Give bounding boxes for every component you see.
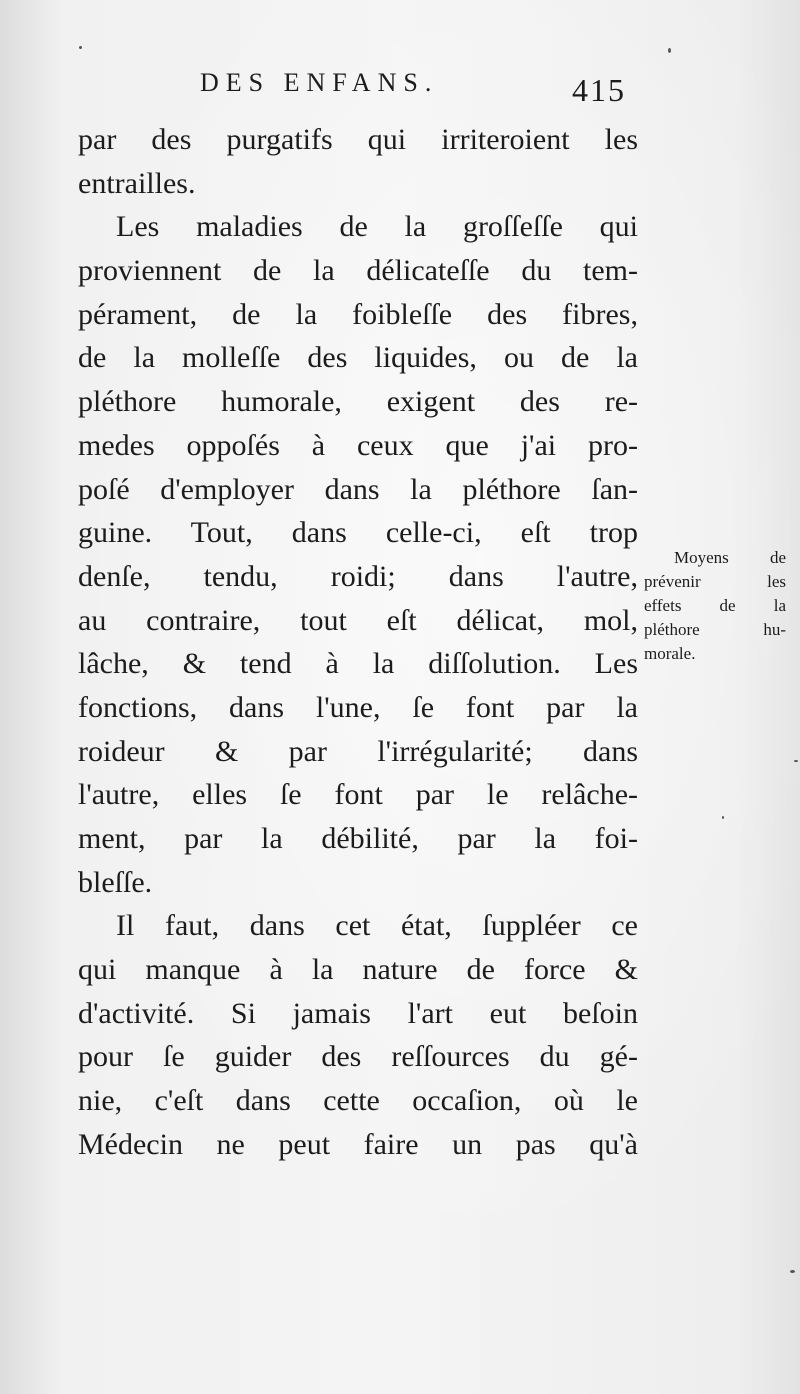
text-line: Les maladies de la groſſeſſe qui xyxy=(116,210,638,244)
text-line: guine. Tout, dans celle-ci, eſt trop xyxy=(78,516,638,550)
text-line: roideur & par l'irrégularité; dans xyxy=(78,734,638,768)
text-line: bleſſe. xyxy=(78,865,153,899)
ink-speck xyxy=(722,816,724,819)
text-line: l'autre, elles ſe font par le relâche- xyxy=(78,778,638,812)
text-line: au contraire, tout eſt délicat, mol, xyxy=(78,603,638,637)
text-line: pour ſe guider des reſſources du gé- xyxy=(78,1040,638,1074)
margin-note-line: prévenir les xyxy=(644,572,786,591)
running-head: DES ENFANS. xyxy=(200,68,439,97)
text-line: entrailles. xyxy=(78,166,196,200)
text-line: ment, par la débilité, par la foi- xyxy=(78,822,638,855)
ink-speck xyxy=(668,48,671,53)
text-line: de la molleſſe des liquides, ou de la xyxy=(78,341,638,375)
margin-note xyxy=(644,546,786,666)
text-line: lâche, & tend à la diſſolution. Les xyxy=(78,647,638,681)
text-line: pérament, de la foibleſſe des fibres, xyxy=(78,297,638,331)
text-line: poſé d'employer dans la pléthore ſan- xyxy=(78,472,638,506)
text-line: d'activité. Si jamais l'art eut beſoin xyxy=(78,996,638,1030)
ink-speck xyxy=(790,1270,795,1273)
page-number: 415 xyxy=(572,72,626,108)
paragraph-2 xyxy=(78,205,638,904)
text-line: proviennent de la délicateſſe du tem- xyxy=(78,254,638,288)
text-line: nie, c'eſt dans cette occaſion, où le xyxy=(78,1084,638,1118)
ink-speck xyxy=(794,760,798,762)
margin-note-line: pléthore hu- xyxy=(644,620,786,639)
text-line: medes oppoſés à ceux que j'ai pro- xyxy=(78,428,638,462)
text-line: qui manque à la nature de force & xyxy=(78,953,638,987)
body-text xyxy=(78,118,638,1167)
text-line: fonctions, dans l'une, ſe font par la xyxy=(78,690,638,724)
margin-note-line: morale. xyxy=(644,644,696,663)
paragraph-1 xyxy=(78,118,638,205)
margin-note-line: effets de la xyxy=(644,596,786,615)
text-line: par des purgatifs qui irriteroient les xyxy=(78,123,638,156)
paragraph-3 xyxy=(78,904,638,1166)
margin-note-line: Moyens de xyxy=(674,548,786,567)
text-line: Médecin ne peut faire un pas qu'à xyxy=(78,1127,638,1161)
text-line: denſe, tendu, roidi; dans l'autre, xyxy=(78,559,638,593)
text-line: pléthore humorale, exigent des re- xyxy=(78,385,638,419)
ink-speck xyxy=(79,46,82,49)
text-line: Il faut, dans cet état, ſuppléer ce xyxy=(116,909,638,943)
